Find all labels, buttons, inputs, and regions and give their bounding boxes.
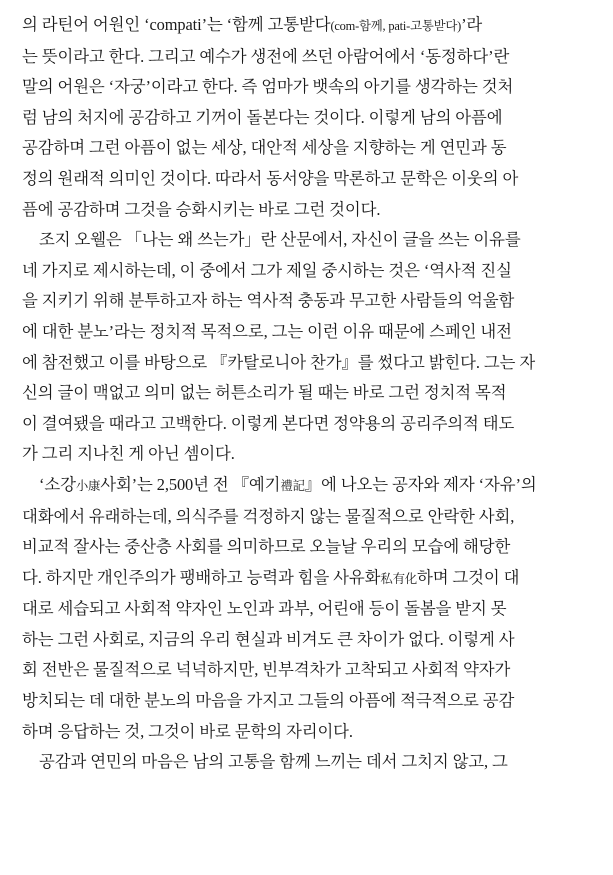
paragraph-3-line-4: 다. 하지만 개인주의가 팽배하고 능력과 힘을 사유화私有化하며 그것이 대 [22,567,520,587]
inline-annotation: 私有化 [380,571,417,586]
paragraph-3-line-1: ‘소강小康사회’는 2,500년 전 『예기禮記』에 나오는 공자와 제자 ‘자유’의 [39,474,537,494]
inline-annotation: (com-함께, pati-고통받다) [330,19,462,33]
paragraph-4-line-1: 공감과 연민의 마음은 남의 고통을 함께 느끼는 데서 그치지 않고, 그 [39,752,508,772]
inline-annotation: 小康 [75,478,101,493]
paragraph-2-line-8: 가 그리 지나친 게 아닌 셈이다. [22,444,235,464]
paragraph-3-line-2: 대화에서 유래하는데, 의식주를 걱정하지 않는 물질적으로 안락한 사회, [22,506,515,526]
paragraph-2-line-6: 신의 글이 맥없고 의미 없는 허튼소리가 될 때는 바로 그런 정치적 목적 [22,383,507,403]
paragraph-2-line-2: 네 가지로 제시하는데, 이 중에서 그가 제일 중시하는 것은 ‘역사적 진실 [22,260,512,280]
paragraph-3 [22,470,591,747]
paragraph-1-line-4: 럼 남의 처지에 공감하고 기꺼이 돌본다는 것이다. 이렇게 남의 아픔에 [22,107,503,127]
paragraph-2-line-1: 조지 오웰은 「나는 왜 쓰는가」란 산문에서, 자신이 글을 쓰는 이유를 [39,230,521,250]
paragraph-3-line-5: 대로 세습되고 사회적 약자인 노인과 과부, 어린애 등이 돌봄을 받지 못 [22,599,507,619]
paragraph-1-line-2: 는 뜻이라고 한다. 그리고 예수가 생전에 쓰던 아람어에서 ‘동정하다’란 [22,46,510,66]
paragraph-2-line-7: 이 결여됐을 때라고 고백한다. 이렇게 본다면 정약용의 공리주의적 태도 [22,413,515,433]
paragraph-3-line-3: 비교적 잘사는 중산층 사회를 의미하므로 오늘날 우리의 모습에 해당한 [22,537,511,557]
paragraph-2-line-5: 에 참전했고 이를 바탕으로 『카탈로니아 찬가』를 썼다고 밝힌다. 그는 자 [22,352,536,372]
paragraph-1-line-7: 픔에 공감하며 그것을 승화시키는 바로 그런 것이다. [22,199,381,219]
paragraph-2-line-4: 에 대한 분노’라는 정치적 목적으로, 그는 이런 이유 때문에 스페인 내전 [22,321,512,341]
paragraph-1-line-3: 말의 어원은 ‘자궁’이라고 한다. 즉 엄마가 뱃속의 아기를 생각하는 것처 [22,77,514,97]
paragraph-2 [22,225,591,470]
paragraph-4 [22,747,591,778]
paragraph-3-line-6: 하는 그런 사회로, 지금의 우리 현실과 비겨도 큰 차이가 없다. 이렇게 사 [22,629,515,649]
paragraph-3-line-8: 방치되는 데 대한 분노의 마음을 가지고 그들의 아픔에 적극적으로 공감 [22,691,515,711]
inline-annotation: 禮記 [280,478,305,493]
paragraph-1 [22,10,591,225]
paragraph-1-line-1: 의 라틴어 어원인 ‘compati’는 ‘함께 고통받다(com-함께, pati-고통받다)’라 [22,15,483,34]
paragraph-1-line-5: 공감하며 그런 아픔이 없는 세상, 대안적 세상을 지향하는 게 연민과 동 [22,138,507,158]
paragraph-2-line-3: 을 지키기 위해 분투하고자 하는 역사적 충동과 무고한 사람들의 억울함 [22,291,515,311]
paragraph-1-line-6: 정의 원래적 의미인 것이다. 따라서 동서양을 막론하고 문학은 이웃의 아 [22,168,519,188]
paragraph-3-line-7: 회 전반은 물질적으로 넉넉하지만, 빈부격차가 고착되고 사회적 약자가 [22,660,511,680]
paragraph-3-line-9: 하며 응답하는 것, 그것이 바로 문학의 자리이다. [22,721,353,741]
